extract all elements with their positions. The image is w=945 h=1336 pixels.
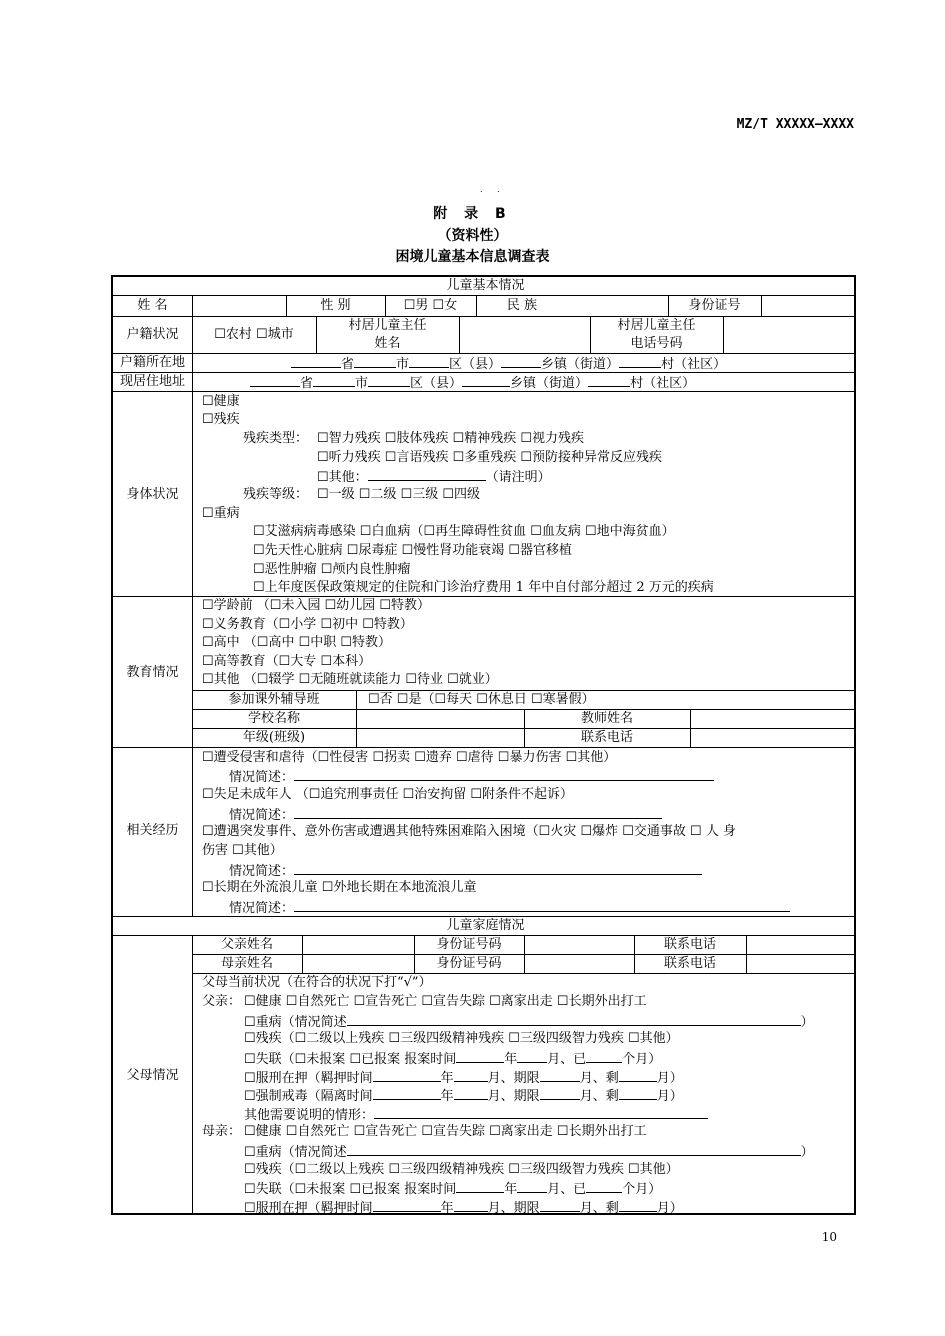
mother-lost[interactable]: ☐失联（☐未报案 ☐已报案 报案时间 年 月、已 个月） [244, 1182, 662, 1197]
emergency-row-2[interactable]: 伤害 ☐其他） [202, 843, 283, 858]
director-name-label-2: 姓名 [374, 336, 401, 351]
mother-ill[interactable]: ☐重病（情况简述 ） [244, 1145, 814, 1160]
education-label: 教育情况 [126, 665, 179, 680]
father-rehab[interactable]: ☐强制戒毒（隔离时间 年 月、期限 月、剩 月） [244, 1089, 683, 1104]
form-title: 困境儿童基本信息调查表 [395, 249, 550, 265]
mother-status[interactable]: ☐健康 ☐自然死亡 ☐宣告死亡 ☐宣告失踪 ☐离家出走 ☐长期外出打工 [244, 1124, 647, 1139]
hukou-place-address[interactable]: 省 市 区（县） 乡镇（街道） 村（社区） [291, 355, 726, 373]
education-row2[interactable]: ☐义务教育（☐小学 ☐初中 ☐特教） [202, 617, 413, 632]
abuse-brief[interactable]: 情况简述： [229, 768, 714, 786]
mother-phone-label: 联系电话 [663, 956, 716, 971]
mother-id-label: 身份证号码 [436, 956, 502, 971]
teacher-contact-label: 联系电话 [580, 730, 633, 745]
id-label: 身份证号 [688, 298, 741, 313]
appendix-nature: （资料性） [437, 228, 508, 244]
director-phone-label: 村居儿童主任 [617, 318, 696, 333]
disabled-checkbox[interactable]: ☐残疾 [202, 412, 240, 427]
grid-line [459, 316, 460, 353]
mother-name-label: 母亲姓名 [220, 956, 273, 971]
parents-intro: 父母当前状况（在符合的状况下打“√”） [202, 975, 432, 990]
mother-disabled[interactable]: ☐残疾（☐二级以上残疾 ☐三级四级精神残疾 ☐三级四级智力残疾 ☐其他） [244, 1162, 679, 1177]
current-address-label: 现居住地址 [119, 374, 185, 389]
teacher-label: 教师姓名 [580, 711, 633, 726]
offender-row[interactable]: ☐失足未成年人 （☐追究刑事责任 ☐治安拘留 ☐附条件不起诉） [202, 787, 574, 802]
director-phone-label-2: 电话号码 [630, 336, 683, 351]
hukou-place-label: 户籍所在地 [119, 355, 185, 370]
section-family-title: 儿童家庭情况 [446, 918, 525, 933]
disability-types-row1[interactable]: ☐智力残疾 ☐肢体残疾 ☐精神残疾 ☐视力残疾 [317, 431, 585, 446]
grid-line [113, 316, 856, 317]
appendix-title: 附 录 B [433, 206, 512, 222]
father-phone-label: 联系电话 [663, 937, 716, 952]
father-other-note[interactable]: 其他需要说明的情形： [244, 1106, 708, 1124]
school-label: 学校名称 [247, 711, 300, 726]
grid-line [113, 935, 856, 936]
section-basic-title: 儿童基本情况 [446, 278, 525, 293]
emergency-row[interactable]: ☐遭遇突发事件、意外伤害或遭遇其他特殊困难陷入困境（☐火灾 ☐爆炸 ☐交通事故 ☐ 人 身 [202, 824, 736, 839]
education-row3[interactable]: ☐高中 （☐高中 ☐中职 ☐特教） [202, 635, 392, 650]
illness-row2[interactable]: ☐先天性心脏病 ☐尿毒症 ☐慢性肾功能衰竭 ☐器官移植 [253, 543, 573, 558]
grid-line [356, 690, 357, 747]
decorative-dots: . . [480, 185, 506, 194]
education-row5[interactable]: ☐其他 （☐辍学 ☐无随班就读能力 ☐待业 ☐就业） [202, 672, 498, 687]
emergency-brief[interactable]: 情况简述： [229, 862, 702, 880]
wandering-row[interactable]: ☐长期在外流浪儿童 ☐外地长期在本地流浪儿童 [202, 880, 477, 895]
hukou-status-label: 户籍状况 [126, 327, 179, 342]
wandering-brief[interactable]: 情况简述： [229, 899, 790, 917]
father-prefix: 父亲： [202, 994, 242, 1009]
illness-row3[interactable]: ☐恶性肿瘤 ☐颅内良性肿瘤 [253, 562, 411, 577]
disability-types-row2[interactable]: ☐听力残疾 ☐言语残疾 ☐多重残疾 ☐预防接种异常反应残疾 [317, 450, 663, 465]
education-row4[interactable]: ☐高等教育（☐大专 ☐本科） [202, 654, 372, 669]
tutoring-options[interactable]: ☐否 ☐是（☐每天 ☐休息日 ☐寒暑假） [368, 692, 595, 707]
illness-row4[interactable]: ☐上年度医保政策规定的住院和门诊治疗费用 1 年中自付部分超过 2 万元的疾病 [253, 580, 714, 595]
grid-line [113, 353, 856, 354]
father-ill[interactable]: ☐重病（情况简述 ） [244, 1015, 814, 1030]
standard-code: MZ/T XXXXX—XXXX [736, 117, 854, 132]
grid-line [723, 316, 724, 353]
grid-line [113, 295, 856, 296]
grid-line [192, 935, 193, 1215]
mother-prison[interactable]: ☐服刑在押（羁押时间 年 月、期限 月、剩 月） [244, 1201, 683, 1215]
hukou-options[interactable]: ☐农村 ☐城市 [214, 327, 294, 342]
grid-line [113, 747, 856, 748]
grid-line [113, 596, 856, 597]
mother-prefix: 母亲： [202, 1124, 242, 1139]
healthy-checkbox[interactable]: ☐健康 [202, 394, 240, 409]
survey-form [111, 275, 856, 1215]
ethnicity-label: 民 族 [506, 298, 538, 313]
abuse-row[interactable]: ☐遭受侵害和虐待（☐性侵害 ☐拐卖 ☐遗弃 ☐虐待 ☐暴力伤害 ☐其他） [202, 750, 617, 765]
parents-label: 父母情况 [126, 1068, 179, 1083]
body-status-label: 身体状况 [126, 487, 179, 502]
serious-illness-checkbox[interactable]: ☐重病 [202, 506, 240, 521]
tutoring-label: 参加课外辅导班 [228, 692, 320, 707]
experience-label: 相关经历 [126, 823, 179, 838]
grid-line [746, 935, 747, 973]
disability-type-label: 残疾类型： [243, 431, 309, 446]
disability-level-label: 残疾等级： [243, 487, 309, 502]
father-id-label: 身份证号码 [436, 937, 502, 952]
father-disabled[interactable]: ☐残疾（☐二级以上残疾 ☐三级四级精神残疾 ☐三级四级智力残疾 ☐其他） [244, 1031, 679, 1046]
director-name-label: 村居儿童主任 [348, 318, 427, 333]
grid-line [524, 935, 525, 973]
father-status[interactable]: ☐健康 ☐自然死亡 ☐宣告死亡 ☐宣告失踪 ☐离家出走 ☐长期外出打工 [244, 994, 647, 1009]
grid-line [192, 973, 856, 974]
offender-brief[interactable]: 情况简述： [229, 806, 662, 824]
grid-line [192, 295, 193, 916]
father-lost[interactable]: ☐失联（☐未报案 ☐已报案 报案时间 年 月、已 个月） [244, 1052, 662, 1067]
grid-line [690, 709, 691, 747]
gender-options[interactable]: ☐男 ☐女 [403, 298, 458, 313]
education-row1[interactable]: ☐学龄前 （☐未入园 ☐幼儿园 ☐特教） [202, 598, 431, 613]
disability-levels[interactable]: ☐一级 ☐二级 ☐三级 ☐四级 [317, 487, 481, 502]
current-address[interactable]: 省 市 区（县） 乡镇（街道） 村（社区） [250, 374, 695, 392]
grid-line [302, 935, 303, 973]
gender-label: 性 别 [320, 298, 351, 313]
illness-row1[interactable]: ☐艾滋病病毒感染 ☐白血病（☐再生障碍性贫血 ☐血友病 ☐地中海贫血） [253, 524, 675, 539]
grid-line [761, 295, 762, 316]
page-number: 10 [821, 1230, 837, 1244]
name-label: 姓 名 [137, 298, 168, 313]
father-name-label: 父亲姓名 [220, 937, 273, 952]
grade-label: 年级(班级) [242, 730, 306, 745]
disability-other[interactable]: ☐其他： （请注明） [317, 470, 551, 485]
father-prison[interactable]: ☐服刑在押（羁押时间 年 月、期限 月、剩 月） [244, 1071, 683, 1086]
grid-line [192, 690, 856, 691]
